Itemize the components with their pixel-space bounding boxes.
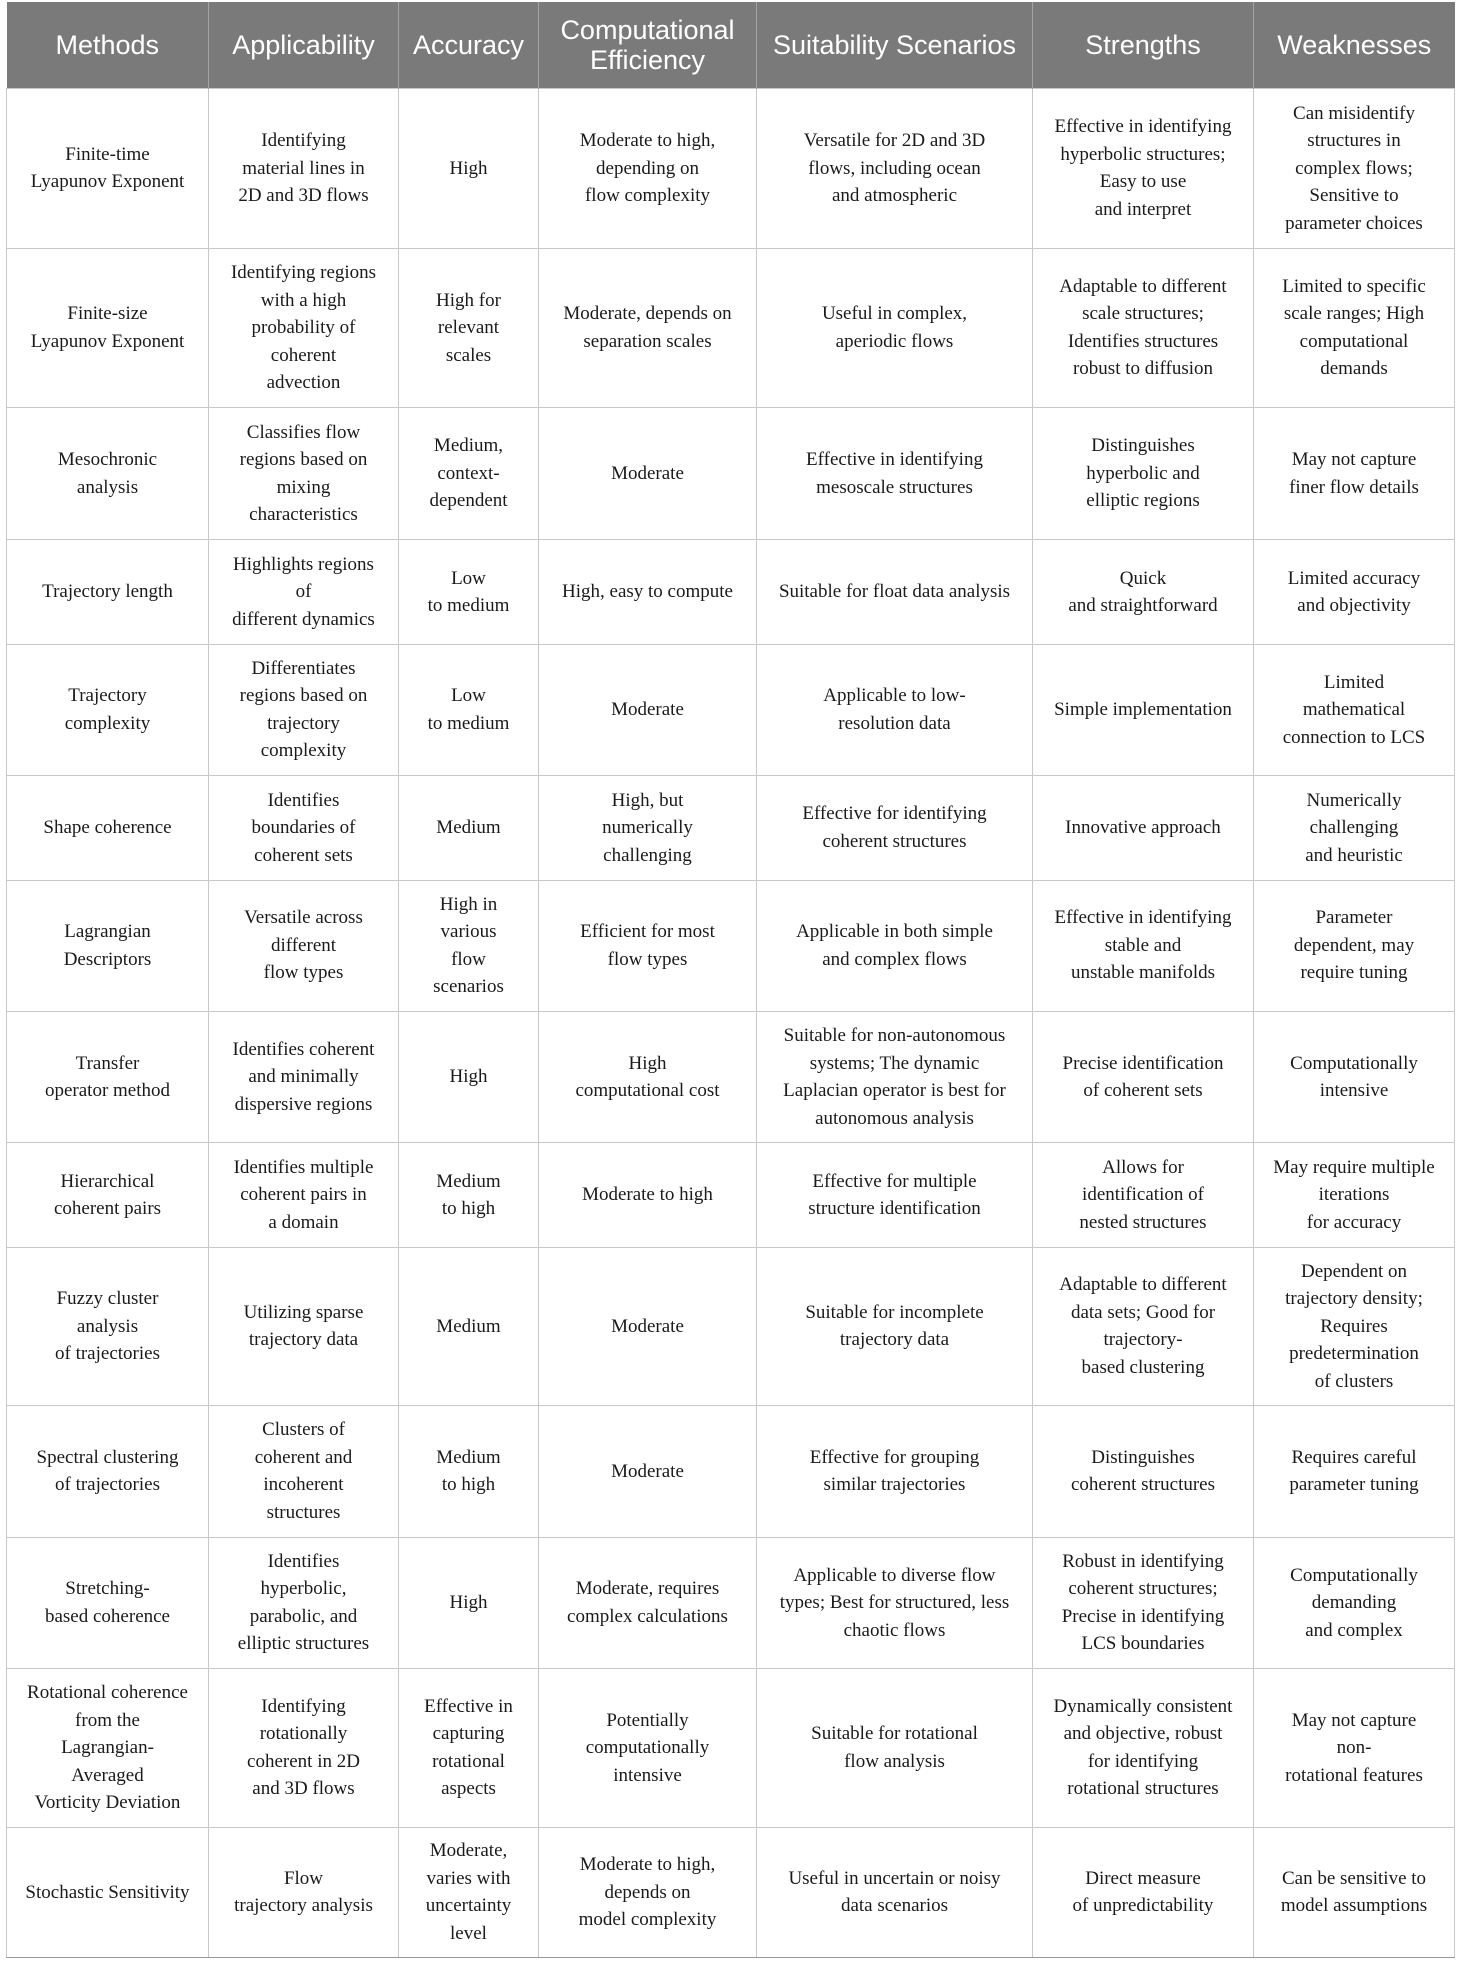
cell-method: Mesochronic analysis [7,408,209,540]
cell-method: Shape coherence [7,776,209,880]
cell-method: Fuzzy cluster analysis of trajectories [7,1247,209,1406]
cell-method: Transfer operator method [7,1011,209,1142]
cell-applicability: Clusters of coherent and incoherent structures [209,1406,399,1537]
cell-strengths: Direct measure of unpredictability [1033,1827,1254,1957]
cell-method: Rotational coherence from the Lagrangian- Averaged Vorticity Deviation [7,1669,209,1828]
cell-scenarios: Suitable for non-autonomous systems; The dynamic Laplacian operator is best for autonomous analysis [757,1011,1033,1142]
header-accuracy: Accuracy [399,2,539,89]
cell-strengths: Quick and straightforward [1033,540,1254,644]
cell-strengths: Innovative approach [1033,776,1254,880]
cell-applicability: Flow trajectory analysis [209,1827,399,1957]
cell-method: Spectral clustering of trajectories [7,1406,209,1537]
cell-scenarios: Useful in complex, aperiodic flows [757,248,1033,408]
cell-weaknesses: Computationally intensive [1254,1011,1455,1142]
cell-efficiency: Moderate to high [539,1143,757,1247]
cell-efficiency: Moderate to high, depending on flow complexity [539,89,757,249]
cell-method: Stretching- based coherence [7,1537,209,1668]
cell-efficiency: Moderate [539,644,757,775]
cell-weaknesses: Can be sensitive to model assumptions [1254,1827,1455,1957]
cell-accuracy: Medium, context- dependent [399,408,539,540]
header-suitability-scenarios: Suitability Scenarios [757,2,1033,89]
cell-accuracy: Medium [399,776,539,880]
cell-weaknesses: Dependent on trajectory density; Requires predetermination of clusters [1254,1247,1455,1406]
cell-accuracy: Medium to high [399,1406,539,1537]
cell-scenarios: Useful in uncertain or noisy data scenarios [757,1827,1033,1957]
cell-method: Trajectory length [7,540,209,644]
cell-scenarios: Effective in identifying mesoscale structures [757,408,1033,540]
cell-applicability: Utilizing sparse trajectory data [209,1247,399,1406]
cell-applicability: Identifies boundaries of coherent sets [209,776,399,880]
table-row [7,1827,1455,1957]
cell-efficiency: Moderate [539,1406,757,1537]
cell-applicability: Identifies hyperbolic, parabolic, and elliptic structures [209,1537,399,1668]
table-row [7,1247,1455,1406]
cell-weaknesses: Parameter dependent, may require tuning [1254,880,1455,1011]
cell-efficiency: Moderate, depends on separation scales [539,248,757,408]
cell-efficiency: High, but numerically challenging [539,776,757,880]
cell-strengths: Adaptable to different data sets; Good for trajectory- based clustering [1033,1247,1254,1406]
cell-scenarios: Effective for multiple structure identification [757,1143,1033,1247]
cell-weaknesses: May not capture non- rotational features [1254,1669,1455,1828]
cell-accuracy: Low to medium [399,540,539,644]
cell-strengths: Precise identification of coherent sets [1033,1011,1254,1142]
cell-method: Lagrangian Descriptors [7,880,209,1011]
table-row [7,644,1455,775]
cell-scenarios: Applicable to low- resolution data [757,644,1033,775]
header-weaknesses: Weaknesses [1254,2,1455,89]
cell-accuracy: Effective in capturing rotational aspects [399,1669,539,1828]
cell-weaknesses: Computationally demanding and complex [1254,1537,1455,1668]
cell-applicability: Classifies flow regions based on mixing characteristics [209,408,399,540]
table-row [7,1406,1455,1537]
header-methods: Methods [7,2,209,89]
cell-efficiency: High computational cost [539,1011,757,1142]
cell-efficiency: Moderate [539,1247,757,1406]
cell-strengths: Effective in identifying hyperbolic structures; Easy to use and interpret [1033,89,1254,249]
cell-accuracy: Moderate, varies with uncertainty level [399,1827,539,1957]
cell-efficiency: Moderate [539,408,757,540]
cell-weaknesses: Numerically challenging and heuristic [1254,776,1455,880]
cell-weaknesses: Limited mathematical connection to LCS [1254,644,1455,775]
cell-method: Finite-size Lyapunov Exponent [7,248,209,408]
cell-strengths: Allows for identification of nested structures [1033,1143,1254,1247]
cell-accuracy: High for relevant scales [399,248,539,408]
cell-scenarios: Effective for identifying coherent structures [757,776,1033,880]
table-row [7,776,1455,880]
cell-weaknesses: May not capture finer flow details [1254,408,1455,540]
table-row [7,880,1455,1011]
cell-method: Hierarchical coherent pairs [7,1143,209,1247]
cell-accuracy: Medium [399,1247,539,1406]
cell-weaknesses: Limited accuracy and objectivity [1254,540,1455,644]
cell-scenarios: Suitable for incomplete trajectory data [757,1247,1033,1406]
cell-weaknesses: May require multiple iterations for accuracy [1254,1143,1455,1247]
header-applicability: Applicability [209,2,399,89]
header-row [7,2,1455,89]
cell-method: Finite-time Lyapunov Exponent [7,89,209,249]
cell-efficiency: High, easy to compute [539,540,757,644]
cell-accuracy: High in various flow scenarios [399,880,539,1011]
cell-strengths: Adaptable to different scale structures; Identifies structures robust to diffusion [1033,248,1254,408]
cell-weaknesses: Requires careful parameter tuning [1254,1406,1455,1537]
cell-scenarios: Versatile for 2D and 3D flows, including ocean and atmospheric [757,89,1033,249]
table-row [7,408,1455,540]
cell-applicability: Differentiates regions based on trajectory complexity [209,644,399,775]
cell-scenarios: Effective for grouping similar trajectories [757,1406,1033,1537]
cell-applicability: Highlights regions of different dynamics [209,540,399,644]
header-strengths: Strengths [1033,2,1254,89]
header-computational-efficiency: Computational Efficiency [539,2,757,89]
cell-strengths: Robust in identifying coherent structures; Precise in identifying LCS boundaries [1033,1537,1254,1668]
cell-scenarios: Suitable for float data analysis [757,540,1033,644]
cell-efficiency: Moderate to high, depends on model complexity [539,1827,757,1957]
table-row [7,540,1455,644]
cell-applicability: Identifying rotationally coherent in 2D and 3D flows [209,1669,399,1828]
cell-accuracy: High [399,89,539,249]
table-row [7,1011,1455,1142]
cell-weaknesses: Limited to specific scale ranges; High computational demands [1254,248,1455,408]
cell-applicability: Identifies multiple coherent pairs in a domain [209,1143,399,1247]
cell-method: Trajectory complexity [7,644,209,775]
cell-accuracy: Low to medium [399,644,539,775]
cell-efficiency: Potentially computationally intensive [539,1669,757,1828]
cell-strengths: Dynamically consistent and objective, robust for identifying rotational structures [1033,1669,1254,1828]
cell-method: Stochastic Sensitivity [7,1827,209,1957]
cell-applicability: Identifying regions with a high probability of coherent advection [209,248,399,408]
cell-accuracy: High [399,1011,539,1142]
cell-strengths: Effective in identifying stable and unstable manifolds [1033,880,1254,1011]
table-row [7,1669,1455,1828]
cell-accuracy: High [399,1537,539,1668]
table-row [7,1537,1455,1668]
cell-scenarios: Suitable for rotational flow analysis [757,1669,1033,1828]
cell-strengths: Distinguishes hyperbolic and elliptic regions [1033,408,1254,540]
cell-weaknesses: Can misidentify structures in complex flows; Sensitive to parameter choices [1254,89,1455,249]
cell-efficiency: Moderate, requires complex calculations [539,1537,757,1668]
cell-scenarios: Applicable to diverse flow types; Best for structured, less chaotic flows [757,1537,1033,1668]
cell-applicability: Identifies coherent and minimally dispersive regions [209,1011,399,1142]
cell-strengths: Distinguishes coherent structures [1033,1406,1254,1537]
cell-accuracy: Medium to high [399,1143,539,1247]
cell-efficiency: Efficient for most flow types [539,880,757,1011]
table-row [7,248,1455,408]
cell-strengths: Simple implementation [1033,644,1254,775]
cell-applicability: Versatile across different flow types [209,880,399,1011]
methods-comparison-table [6,2,1455,1958]
cell-applicability: Identifying material lines in 2D and 3D flows [209,89,399,249]
cell-scenarios: Applicable in both simple and complex flows [757,880,1033,1011]
table-row [7,1143,1455,1247]
table-row [7,89,1455,249]
